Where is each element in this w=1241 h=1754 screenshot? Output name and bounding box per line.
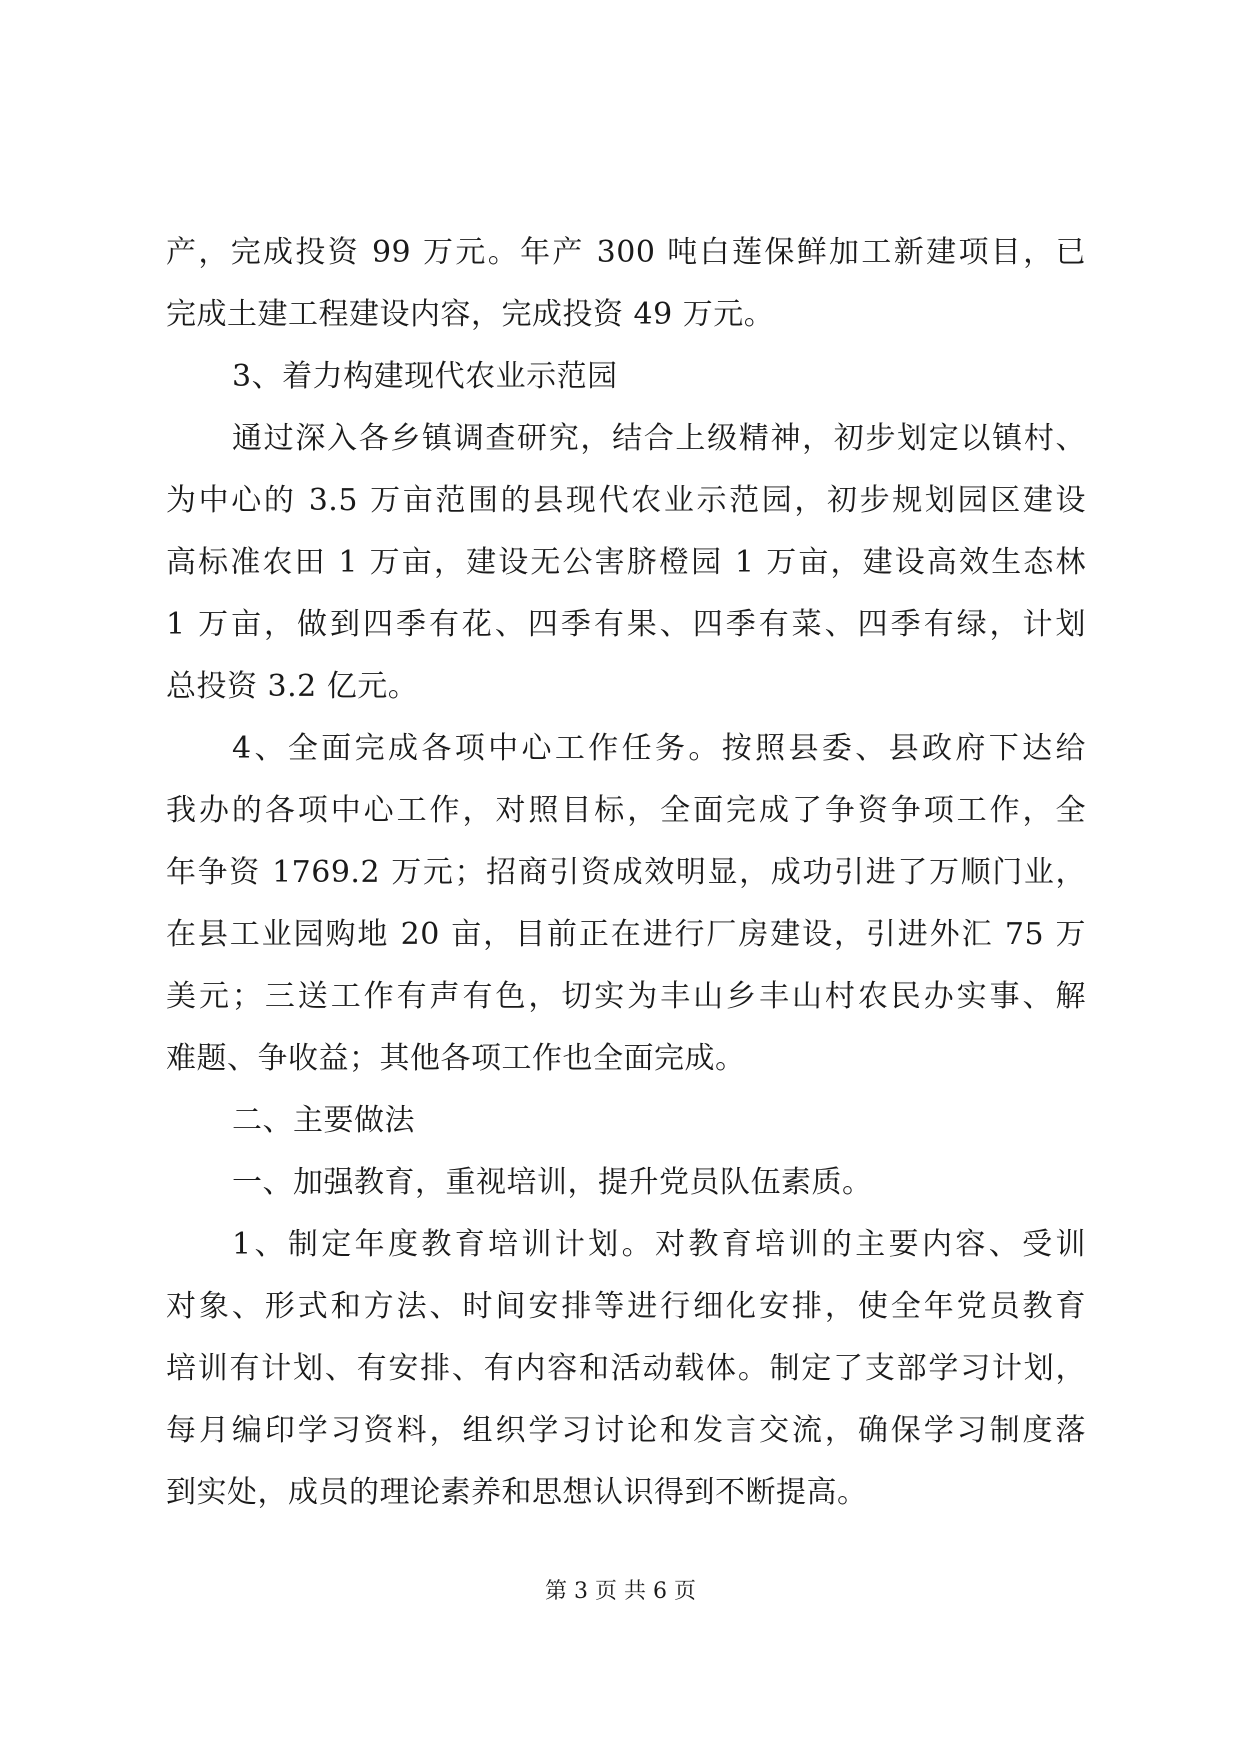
text-line: 每月编印学习资料，组织学习讨论和发言交流，确保学习制度落 — [166, 1413, 1086, 1448]
text-line: 在县工业园购地 20 亩，目前正在进行厂房建设，引进外汇 75 万 — [166, 917, 1086, 952]
text-line: 通过深入各乡镇调查研究，结合上级精神，初步划定以镇村、 — [232, 421, 1086, 456]
text-line: 完成土建工程建设内容，完成投资 49 万元。 — [166, 297, 775, 332]
text-line: 到实处，成员的理论素养和思想认识得到不断提高。 — [166, 1475, 868, 1510]
text-line: 4、全面完成各项中心工作任务。按照县委、县政府下达给 — [232, 731, 1086, 766]
text-line: 年争资 1769.2 万元；招商引资成效明显，成功引进了万顺门业， — [166, 855, 1086, 890]
text-line: 1 万亩，做到四季有花、四季有果、四季有菜、四季有绿，计划 — [166, 607, 1086, 642]
text-line: 我办的各项中心工作，对照目标，全面完成了争资争项工作，全 — [166, 793, 1086, 828]
text-line: 对象、形式和方法、时间安排等进行细化安排，使全年党员教育 — [166, 1289, 1086, 1324]
section-heading: 一、加强教育，重视培训，提升党员队伍素质。 — [232, 1165, 873, 1200]
text-line: 高标准农田 1 万亩，建设无公害脐橙园 1 万亩，建设高效生态林 — [166, 545, 1086, 580]
text-line: 产，完成投资 99 万元。年产 300 吨白莲保鲜加工新建项目，已 — [166, 235, 1086, 270]
section-heading: 二、主要做法 — [232, 1103, 415, 1138]
text-line: 培训有计划、有安排、有内容和活动载体。制定了支部学习计划， — [166, 1351, 1086, 1386]
text-line: 难题、争收益；其他各项工作也全面完成。 — [166, 1041, 746, 1076]
text-line: 为中心的 3.5 万亩范围的县现代农业示范园，初步规划园区建设 — [166, 483, 1086, 518]
text-line: 美元；三送工作有声有色，切实为丰山乡丰山村农民办实事、解 — [166, 979, 1086, 1014]
section-heading: 3、着力构建现代农业示范园 — [232, 359, 618, 394]
text-line: 总投资 3.2 亿元。 — [166, 669, 419, 704]
text-line: 1、制定年度教育培训计划。对教育培训的主要内容、受训 — [232, 1227, 1086, 1262]
page-number-footer: 第 3 页 共 6 页 — [545, 1579, 696, 1604]
document-body — [166, 222, 1086, 1524]
